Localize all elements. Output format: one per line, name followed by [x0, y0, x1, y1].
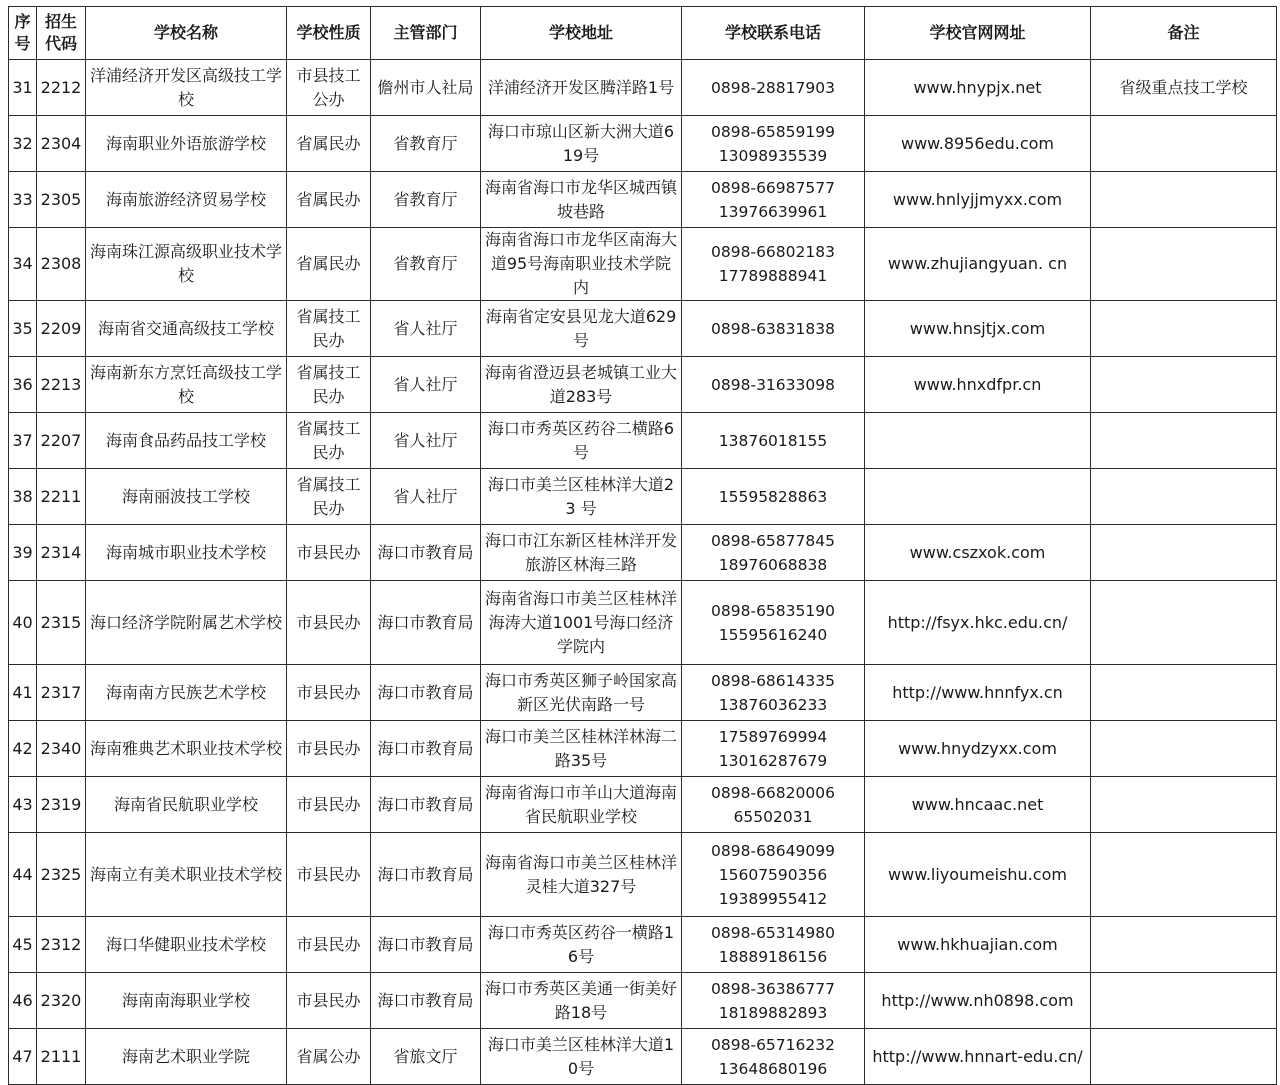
cell-remark: [1091, 721, 1277, 777]
cell-school-name: 海口经济学院附属艺术学校: [86, 581, 287, 665]
cell-nature: 省属技工民办: [287, 413, 371, 469]
phone-number: 13098935539: [718, 146, 828, 165]
cell-nature: 市县民办: [287, 665, 371, 721]
cell-address: 海口市秀英区药谷二横路6号: [481, 413, 682, 469]
cell-address: 海口市美兰区桂林洋大道23 号: [481, 469, 682, 525]
cell-code: 2317: [37, 665, 86, 721]
cell-phone: [682, 301, 865, 357]
cell-phone: [682, 525, 865, 581]
table-header-row: [9, 7, 1277, 60]
table-row: [9, 172, 1277, 228]
cell-address: 海南省海口市龙华区南海大道95号海南职业技术学院内: [481, 228, 682, 301]
school-table: [8, 6, 1277, 1085]
table-row: [9, 973, 1277, 1029]
phone-number: 0898-65314980: [711, 923, 835, 942]
table-row: [9, 228, 1277, 301]
cell-website: www.liyoumeishu.com: [865, 833, 1091, 917]
cell-nature: 市县民办: [287, 777, 371, 833]
cell-website: www.zhujiangyuan. cn: [865, 228, 1091, 301]
cell-phone: [682, 228, 865, 301]
table-body: [9, 60, 1277, 1085]
cell-school-name: 海南艺术职业学院: [86, 1029, 287, 1085]
phone-number: 0898-63831838: [711, 319, 835, 338]
cell-phone: [682, 917, 865, 973]
cell-department: 海口市教育局: [371, 525, 481, 581]
cell-phone: [682, 833, 865, 917]
cell-department: 省教育厅: [371, 172, 481, 228]
cell-website: www.hnypjx.net: [865, 60, 1091, 116]
cell-phone: [682, 665, 865, 721]
phone-number: 0898-68649099: [711, 841, 835, 860]
cell-phone: [682, 357, 865, 413]
cell-index: 37: [9, 413, 37, 469]
phone-number: 0898-66802183: [711, 243, 835, 261]
cell-index: 39: [9, 525, 37, 581]
cell-department: 省教育厅: [371, 228, 481, 301]
cell-code: 2320: [37, 973, 86, 1029]
cell-phone: [682, 1029, 865, 1085]
cell-phone: [682, 172, 865, 228]
header-code: 招生代码: [37, 7, 86, 60]
cell-index: 34: [9, 228, 37, 301]
cell-school-name: 海南雅典艺术职业技术学校: [86, 721, 287, 777]
cell-phone: [682, 581, 865, 665]
cell-school-name: 海南职业外语旅游学校: [86, 116, 287, 172]
cell-department: 省旅文厅: [371, 1029, 481, 1085]
phone-number: 13016287679: [718, 751, 828, 770]
table-row: [9, 357, 1277, 413]
cell-remark: [1091, 525, 1277, 581]
phone-number: 0898-31633098: [711, 375, 835, 394]
cell-nature: 省属技工民办: [287, 301, 371, 357]
cell-school-name: 海南南海职业学校: [86, 973, 287, 1029]
cell-nature: 市县民办: [287, 833, 371, 917]
cell-remark: [1091, 833, 1277, 917]
cell-index: 33: [9, 172, 37, 228]
cell-index: 42: [9, 721, 37, 777]
cell-website: www.hkhuajian.com: [865, 917, 1091, 973]
cell-index: 47: [9, 1029, 37, 1085]
cell-nature: 省属技工民办: [287, 357, 371, 413]
cell-nature: 市县民办: [287, 917, 371, 973]
table-row: [9, 581, 1277, 665]
phone-number: 13876018155: [718, 431, 828, 450]
cell-department: 海口市教育局: [371, 973, 481, 1029]
phone-number: 15595616240: [718, 625, 828, 644]
cell-website: [865, 413, 1091, 469]
cell-index: 38: [9, 469, 37, 525]
table-row: [9, 721, 1277, 777]
cell-website: www.hnydzyxx.com: [865, 721, 1091, 777]
cell-address: 洋浦经济开发区腾洋路1号: [481, 60, 682, 116]
phone-number: 0898-36386777: [711, 979, 835, 998]
cell-website: http://www.hnnart-edu.cn/: [865, 1029, 1091, 1085]
cell-school-name: 洋浦经济开发区高级技工学校: [86, 60, 287, 116]
cell-address: 海口市秀英区药谷一横路16号: [481, 917, 682, 973]
cell-department: 海口市教育局: [371, 833, 481, 917]
cell-address: 海口市美兰区桂林洋林海二路35号: [481, 721, 682, 777]
phone-number: 13976639961: [718, 202, 828, 221]
cell-website: www.hnxdfpr.cn: [865, 357, 1091, 413]
cell-department: 省人社厅: [371, 469, 481, 525]
table-row: [9, 301, 1277, 357]
phone-number: 0898-65859199: [711, 122, 835, 141]
cell-index: 32: [9, 116, 37, 172]
cell-phone: [682, 777, 865, 833]
cell-school-name: 海南省民航职业学校: [86, 777, 287, 833]
cell-index: 31: [9, 60, 37, 116]
table-row: [9, 116, 1277, 172]
cell-code: 2314: [37, 525, 86, 581]
cell-website: www.hncaac.net: [865, 777, 1091, 833]
cell-address: 海口市江东新区桂林洋开发旅游区林海三路: [481, 525, 682, 581]
cell-index: 36: [9, 357, 37, 413]
cell-index: 44: [9, 833, 37, 917]
cell-school-name: 海南旅游经济贸易学校: [86, 172, 287, 228]
cell-department: 儋州市人社局: [371, 60, 481, 116]
cell-address: 海南省定安县见龙大道629号: [481, 301, 682, 357]
cell-address: 海口市美兰区桂林洋大道10号: [481, 1029, 682, 1085]
phone-number: 0898-68614335: [711, 671, 835, 690]
cell-nature: 省属技工民办: [287, 469, 371, 525]
phone-number: 18889186156: [718, 947, 828, 966]
cell-phone: [682, 973, 865, 1029]
cell-remark: [1091, 357, 1277, 413]
phone-number: 18189882893: [718, 1003, 828, 1022]
cell-phone: [682, 60, 865, 116]
table-row: [9, 777, 1277, 833]
cell-school-name: 海口华健职业技术学校: [86, 917, 287, 973]
cell-school-name: 海南立有美术职业技术学校: [86, 833, 287, 917]
cell-nature: 市县民办: [287, 973, 371, 1029]
cell-nature: 市县民办: [287, 581, 371, 665]
cell-index: 46: [9, 973, 37, 1029]
phone-number: 65502031: [733, 807, 813, 826]
cell-index: 45: [9, 917, 37, 973]
cell-school-name: 海南丽波技工学校: [86, 469, 287, 525]
cell-website: http://fsyx.hkc.edu.cn/: [865, 581, 1091, 665]
phone-number: 0898-65877845: [711, 531, 835, 550]
phone-number: 18976068838: [718, 555, 828, 574]
cell-remark: [1091, 665, 1277, 721]
cell-address: 海口市秀英区美通一街美好路18号: [481, 973, 682, 1029]
phone-number: 15607590356: [718, 865, 828, 884]
header-website: 学校官网网址: [865, 7, 1091, 60]
cell-remark: [1091, 917, 1277, 973]
cell-nature: 市县技工公办: [287, 60, 371, 116]
cell-index: 43: [9, 777, 37, 833]
cell-department: 海口市教育局: [371, 777, 481, 833]
cell-website: [865, 469, 1091, 525]
cell-code: 2312: [37, 917, 86, 973]
table-row: [9, 833, 1277, 917]
cell-remark: [1091, 581, 1277, 665]
cell-website: www.hnlyjjmyxx.com: [865, 172, 1091, 228]
table-row: [9, 525, 1277, 581]
cell-address: 海口市琼山区新大洲大道619号: [481, 116, 682, 172]
cell-nature: 省属民办: [287, 228, 371, 301]
cell-nature: 省属民办: [287, 172, 371, 228]
cell-remark: [1091, 973, 1277, 1029]
cell-remark: 省级重点技工学校: [1091, 60, 1277, 116]
cell-remark: [1091, 116, 1277, 172]
table-row: [9, 469, 1277, 525]
cell-remark: [1091, 228, 1277, 301]
header-phone: 学校联系电话: [682, 7, 865, 60]
cell-department: 海口市教育局: [371, 917, 481, 973]
phone-number: 13648680196: [718, 1059, 828, 1078]
phone-number: 0898-66820006: [711, 783, 835, 802]
cell-address: 海口市秀英区狮子岭国家高新区光伏南路一号: [481, 665, 682, 721]
header-name: 学校名称: [86, 7, 287, 60]
cell-address: 海南省海口市龙华区城西镇坡巷路: [481, 172, 682, 228]
cell-website: http://www.hnnfyx.cn: [865, 665, 1091, 721]
cell-department: 省教育厅: [371, 116, 481, 172]
cell-school-name: 海南食品药品技工学校: [86, 413, 287, 469]
phone-number: 19389955412: [718, 889, 828, 908]
cell-code: 2340: [37, 721, 86, 777]
cell-website: www.hnsjtjx.com: [865, 301, 1091, 357]
phone-number: 13876036233: [718, 695, 828, 714]
table-row: [9, 413, 1277, 469]
cell-code: 2325: [37, 833, 86, 917]
header-idx: 序号: [9, 7, 37, 60]
cell-nature: 省属民办: [287, 116, 371, 172]
header-dept: 主管部门: [371, 7, 481, 60]
phone-number: 17789888941: [718, 267, 828, 285]
cell-remark: [1091, 469, 1277, 525]
cell-phone: [682, 469, 865, 525]
cell-department: 省人社厅: [371, 413, 481, 469]
cell-index: 35: [9, 301, 37, 357]
cell-code: 2304: [37, 116, 86, 172]
cell-website: www.8956edu.com: [865, 116, 1091, 172]
phone-number: 0898-28817903: [711, 78, 835, 97]
cell-school-name: 海南省交通高级技工学校: [86, 301, 287, 357]
cell-remark: [1091, 777, 1277, 833]
cell-remark: [1091, 172, 1277, 228]
table-row: [9, 1029, 1277, 1085]
cell-code: 2111: [37, 1029, 86, 1085]
cell-address: 海南省海口市羊山大道海南省民航职业学校: [481, 777, 682, 833]
cell-code: 2308: [37, 228, 86, 301]
cell-nature: 省属公办: [287, 1029, 371, 1085]
table-row: [9, 917, 1277, 973]
header-nature: 学校性质: [287, 7, 371, 60]
cell-address: 海南省海口市美兰区桂林洋灵桂大道327号: [481, 833, 682, 917]
cell-address: 海南省海口市美兰区桂林洋海涛大道1001号海口经济学院内: [481, 581, 682, 665]
cell-phone: [682, 116, 865, 172]
cell-code: 2212: [37, 60, 86, 116]
cell-remark: [1091, 413, 1277, 469]
cell-index: 40: [9, 581, 37, 665]
cell-code: 2305: [37, 172, 86, 228]
header-remark: 备注: [1091, 7, 1277, 60]
cell-code: 2213: [37, 357, 86, 413]
cell-department: 海口市教育局: [371, 721, 481, 777]
cell-phone: [682, 413, 865, 469]
cell-index: 41: [9, 665, 37, 721]
cell-department: 海口市教育局: [371, 581, 481, 665]
cell-website: www.cszxok.com: [865, 525, 1091, 581]
cell-nature: 市县民办: [287, 721, 371, 777]
cell-remark: [1091, 1029, 1277, 1085]
cell-code: 2315: [37, 581, 86, 665]
cell-website: http://www.nh0898.com: [865, 973, 1091, 1029]
cell-code: 2319: [37, 777, 86, 833]
cell-nature: 市县民办: [287, 525, 371, 581]
cell-department: 省人社厅: [371, 301, 481, 357]
table-row: [9, 60, 1277, 116]
cell-code: 2209: [37, 301, 86, 357]
cell-phone: [682, 721, 865, 777]
phone-number: 15595828863: [718, 487, 828, 506]
table-row: [9, 665, 1277, 721]
cell-address: 海南省澄迈县老城镇工业大道283号: [481, 357, 682, 413]
phone-number: 0898-65716232: [711, 1035, 835, 1054]
cell-department: 省人社厅: [371, 357, 481, 413]
cell-school-name: 海南南方民族艺术学校: [86, 665, 287, 721]
phone-number: 0898-66987577: [711, 178, 835, 197]
cell-school-name: 海南城市职业技术学校: [86, 525, 287, 581]
phone-number: 0898-65835190: [711, 601, 835, 620]
header-address: 学校地址: [481, 7, 682, 60]
cell-department: 海口市教育局: [371, 665, 481, 721]
cell-code: 2207: [37, 413, 86, 469]
phone-number: 17589769994: [718, 727, 828, 746]
cell-school-name: 海南珠江源高级职业技术学校: [86, 228, 287, 301]
cell-code: 2211: [37, 469, 86, 525]
cell-remark: [1091, 301, 1277, 357]
cell-school-name: 海南新东方烹饪高级技工学校: [86, 357, 287, 413]
